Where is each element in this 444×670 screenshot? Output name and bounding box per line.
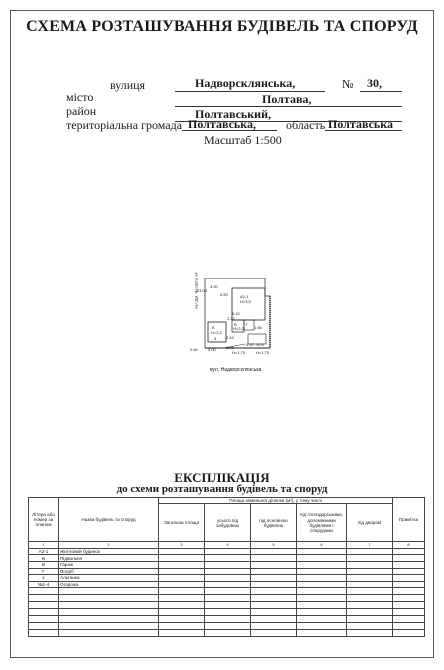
row-name: Житловий будинок — [59, 548, 159, 555]
row-litera: Г — [29, 568, 59, 575]
col-built: усього під забудовою — [205, 504, 251, 542]
table-row — [29, 581, 425, 588]
row-name: Підвальня — [59, 555, 159, 562]
annex-b-height: Н=2,2 — [211, 330, 222, 335]
table-row-empty — [29, 602, 425, 609]
col-number: 8 — [393, 542, 425, 548]
annex-v-height: Н=2,2 — [233, 326, 244, 331]
dim-bottom-3: 2.00 — [226, 345, 234, 350]
row-litera: В — [29, 562, 59, 569]
dim-top-2: 6.50 — [220, 292, 228, 297]
porch-label: 3 — [214, 336, 217, 341]
site-plan — [190, 272, 280, 368]
col-number: 4 — [205, 542, 251, 548]
table-row-empty — [29, 595, 425, 602]
dim-right-1: 1.96 — [254, 325, 262, 330]
col-number: 3 — [159, 542, 205, 548]
oblast-value: Полтавська — [328, 117, 393, 131]
col-number: 7 — [347, 542, 393, 548]
dim-top-1: 3.00 — [210, 284, 218, 289]
oblast-underline — [325, 130, 402, 131]
col-aux: під господарськими, допоміжними будівлями і спорудами — [297, 504, 347, 542]
building-main-label: А2-1 — [240, 294, 249, 299]
table-row — [29, 548, 425, 555]
city-label: місто — [66, 90, 94, 104]
row-litera: А2-1 — [29, 548, 59, 555]
building-main-height: Н=3,5 — [240, 299, 251, 304]
annex-v-label: В — [234, 322, 237, 327]
table-row-empty — [29, 616, 425, 623]
scale-label: Масштаб 1:500 — [204, 133, 282, 147]
annex-b-label: Б — [212, 325, 215, 330]
side-street-label: вул.Дм. Неофіта 14 — [193, 272, 199, 309]
explication-title: ЕКСПЛІКАЦІЯ — [174, 470, 270, 485]
explication-table — [28, 497, 425, 637]
table-row-empty — [29, 623, 425, 630]
dim-right-3: 10.4 — [256, 342, 264, 347]
explication-subtitle: до схеми розташування будівель та споруд — [116, 483, 328, 495]
annex-g-label: Г — [246, 322, 249, 327]
row-litera: к — [29, 575, 59, 582]
col-number: 2 — [59, 542, 159, 548]
dim-bottom-2: 3.00 — [208, 347, 216, 352]
dim-left: 23.03 — [197, 288, 208, 293]
row-name: Огорожа — [59, 581, 159, 588]
col-number: 6 — [297, 542, 347, 548]
row-name: Альтанка — [59, 575, 159, 582]
table-row-empty — [29, 630, 425, 637]
dim-mid-3: 2.44 — [226, 335, 234, 340]
street-name-label: вул. Надворсклянська — [210, 367, 262, 373]
table-row — [29, 575, 425, 582]
number-label: № — [342, 77, 354, 91]
number-underline — [360, 91, 402, 92]
col-number: 1 — [29, 542, 59, 548]
community-underline — [182, 130, 277, 131]
col-name: Назва будівель та споруд — [59, 498, 159, 542]
col-litera: Літера або номер за планом — [29, 498, 59, 542]
table-row — [29, 568, 425, 575]
dim-right-2: 4.42 — [246, 342, 254, 347]
table-row-empty — [29, 609, 425, 616]
row-name: Гараж — [59, 562, 159, 569]
col-total: Загальна площа — [159, 504, 205, 542]
col-note: Примітка — [393, 498, 425, 542]
height-2: Н=1,75 — [256, 350, 270, 355]
dim-mid-2: 2.22 — [227, 316, 235, 321]
dim-mid-1: 6.10 — [232, 311, 240, 316]
district-value: Полтавський, — [195, 107, 271, 121]
district-label: район — [66, 104, 97, 118]
col-main: під основною будівлею — [251, 504, 297, 542]
street-label: вулиця — [110, 78, 146, 92]
community-label: територіальна громада — [66, 118, 183, 132]
col-number: 5 — [251, 542, 297, 548]
community-value: Полтавська, — [188, 117, 256, 131]
dim-bottom-1: 0.60 — [190, 347, 198, 352]
height-1: Н=1,75 — [232, 350, 246, 355]
row-litera: №1-4 — [29, 581, 59, 588]
table-row — [29, 555, 425, 562]
street-value: Надворсклянська, — [195, 76, 296, 90]
city-value: Полтава, — [262, 92, 312, 106]
number-value: 30, — [367, 76, 382, 90]
row-name: Погріб — [59, 568, 159, 575]
table-row-empty — [29, 588, 425, 595]
oblast-label: область — [286, 118, 326, 132]
col-area-group: Площа земельної ділянки (м²), у тому числі — [159, 498, 393, 504]
document-title: СХЕМА РОЗТАШУВАННЯ БУДІВЕЛЬ ТА СПОРУД — [26, 18, 418, 35]
row-litera: Б — [29, 555, 59, 562]
table-row — [29, 562, 425, 569]
col-yard: під двором — [347, 504, 393, 542]
